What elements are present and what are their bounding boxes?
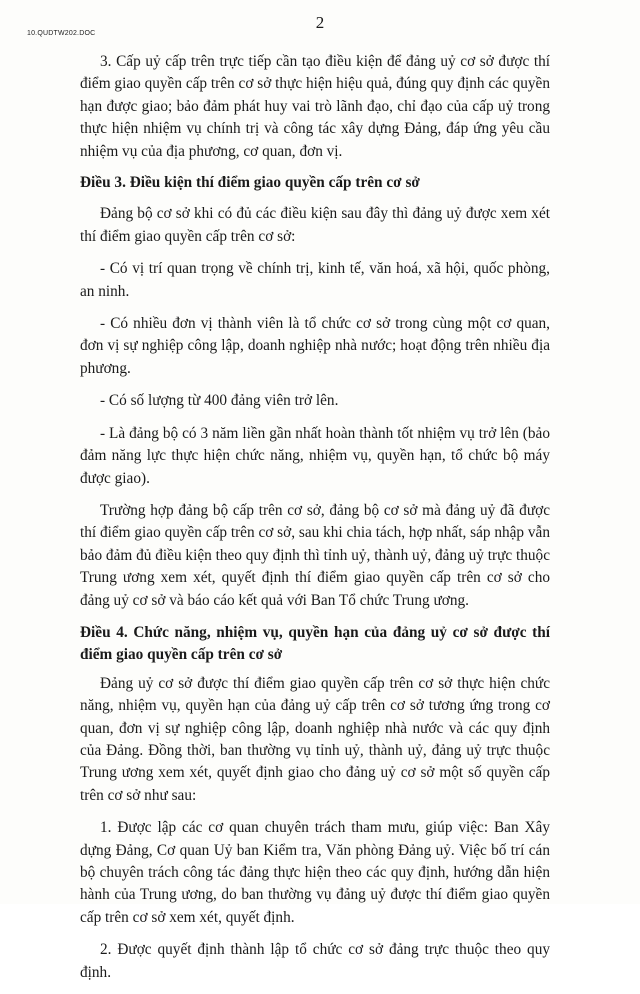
file-label: 10.QUDTW202.DOC xyxy=(27,30,96,37)
clause-3-paragraph: 3. Cấp uỷ cấp trên trực tiếp cần tạo điều kiện để đảng uỷ cơ sở được thí điểm giao quyền cấp trên cơ sở thực hiện hiệu quả, đúng quy định các quyền hạn được giao; bảo đảm phát huy vai trò lãnh đạo, chỉ đạo của cấp uỷ trong thực hiện nhiệm vụ chính trị và công tác xây dựng Đảng, đáp ứng yêu cầu nhiệm vụ của địa phương, cơ quan, đơn vị. xyxy=(80,53,550,160)
article-3-condition-4: - Là đảng bộ có 3 năm liền gần nhất hoàn thành tốt nhiệm vụ trở lên (bảo đảm năng lực thực hiện chức năng, nhiệm vụ, quyền hạn, tổ chức bộ máy được giao). xyxy=(80,424,550,487)
article-4-item-1: 1. Được lập các cơ quan chuyên trách tham mưu, giúp việc: Ban Xây dựng Đảng, Cơ quan Uỷ ban Kiểm tra, Văn phòng Đảng uỷ. Việc bố trí cán bộ chuyên trách công tác đảng thực hiện theo các quy định, hướng dẫn hiện hành của Trung ương, do ban thường vụ đảng uỷ được thí điểm giao quyền cấp trên cơ sở xem xét, quyết định. xyxy=(80,819,550,926)
article-3-condition-1: - Có vị trí quan trọng về chính trị, kinh tế, văn hoá, xã hội, quốc phòng, an ninh. xyxy=(80,260,550,300)
article-3-heading: Điều 3. Điều kiện thí điểm giao quyền cấp trên cơ sở xyxy=(80,174,420,192)
article-4-heading: Điều 4. Chức năng, nhiệm vụ, quyền hạn của đảng uỷ cơ sở được thí điểm giao quyền cấp trên cơ sở xyxy=(80,623,550,664)
page-number: 2 xyxy=(315,13,325,32)
article-3-condition-3: - Có số lượng từ 400 đảng viên trở lên. xyxy=(100,392,339,410)
article-4-item-2: 2. Được quyết định thành lập tổ chức cơ sở đảng trực thuộc theo quy định. xyxy=(80,941,550,981)
article-3-case-paragraph: Trường hợp đảng bộ cấp trên cơ sở, đảng bộ cơ sở mà đảng uỷ đã được thí điểm giao quyền cấp trên cơ sở, sau khi chia tách, hợp nhất, sáp nhập vẫn bảo đảm đủ điều kiện theo quy định thì tỉnh uỷ, thành uỷ, đảng uỷ trực thuộc Trung ương xem xét, quyết định thí điểm giao quyền cấp trên cơ sở cho đảng uỷ cơ sở và báo cáo kết quả với Ban Tổ chức Trung ương. xyxy=(80,501,550,609)
document-body xyxy=(80,51,550,994)
article-3-intro: Đảng bộ cơ sở khi có đủ các điều kiện sau đây thì đảng uỷ được xem xét thí điểm giao quyền cấp trên cơ sở: xyxy=(80,205,550,245)
article-3-condition-2: - Có nhiều đơn vị thành viên là tổ chức cơ sở trong cùng một cơ quan, đơn vị sự nghiệp công lập, doanh nghiệp nhà nước; hoạt động trên nhiều địa phương. xyxy=(80,315,550,377)
article-4-intro: Đảng uỷ cơ sở được thí điểm giao quyền cấp trên cơ sở thực hiện chức năng, nhiệm vụ, quyền hạn của đảng uỷ cấp trên cơ sở tương ứng trong cơ quan, đơn vị sự nghiệp công lập, doanh nghiệp nhà nước và các quy định của Đảng. Đồng thời, ban thường vụ tỉnh uỷ, thành uỷ, đảng uỷ trực thuộc Trung ương xem xét, quyết định giao cho đảng uỷ cơ sở một số quyền cấp trên cơ sở như sau: xyxy=(80,674,550,804)
